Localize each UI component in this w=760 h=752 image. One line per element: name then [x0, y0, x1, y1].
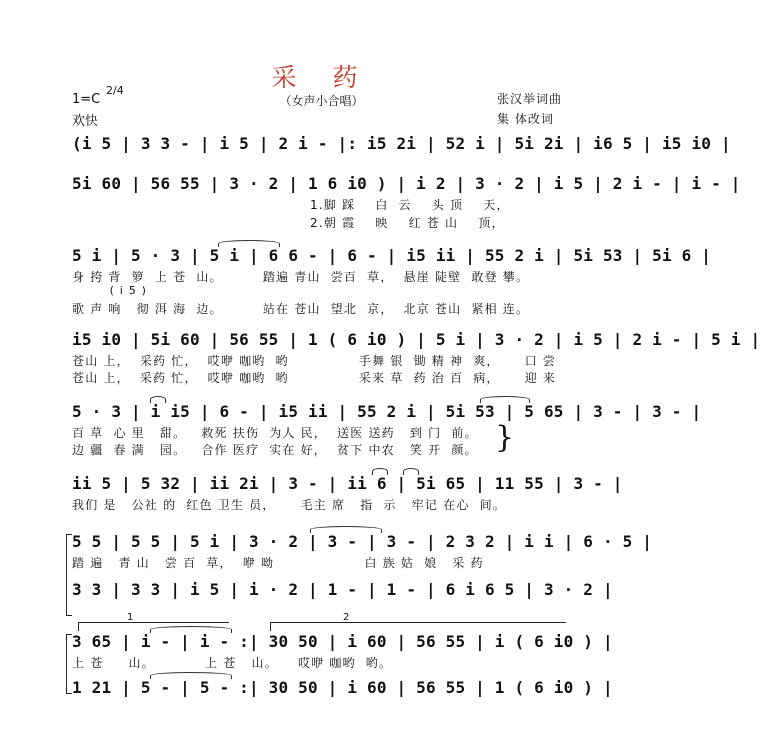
volta-bracket-2 — [270, 622, 566, 631]
lyric-line-3b: 歌 声 响 彻 洱 海 边。 站在 苍山 望北 京， 北京 苍山 紧相 连。 — [72, 302, 530, 316]
slur-mark — [150, 672, 232, 679]
verse-brace: } — [495, 420, 515, 455]
notation-system-4: i5 i0 | 5i 60 | 56 55 | 1 ( 6 i0 ) | 5 i | 3 · 2 | i 5 | 2 i - | 5 i | — [72, 330, 760, 349]
key-signature: 1=C — [72, 92, 101, 107]
slur-mark — [403, 468, 419, 475]
volta-label-1: 1 — [127, 612, 134, 623]
song-subtitle: （女声小合唱） — [279, 94, 364, 108]
slur-mark — [480, 396, 530, 403]
lyric-line-7: 踏 遍 青 山 尝 百 草， 咿 呦 白 族 姑 娘 采 药 — [72, 556, 484, 570]
lyric-line-2a: 1.脚 踩 白 云 头 顶 天， — [310, 198, 510, 212]
lyric-line-5a: 百 草 心 里 甜。 救死 扶伤 为人 民， 送医 送药 到 门 前。 — [72, 426, 478, 440]
lyric-line-2b: 2.朝 霞 映 红 苍 山 顶， — [310, 216, 505, 230]
notation-system-8-lower: 1 21 | 5 - | 5 - :| 30 50 | i 60 | 56 55 | 1 ( 6 i0 ) | — [72, 678, 613, 697]
notation-system-7-upper: 5 5 | 5 5 | 5 i | 3 · 2 | 3 - | 3 - | 2 3 2 | i i | 6 · 5 | — [72, 532, 653, 551]
lyric-line-4b: 苍山 上， 采药 忙， 哎咿 咖哟 哟 采来 草 药 治 百 病， 迎 来 — [72, 371, 557, 385]
slur-mark — [372, 468, 388, 475]
time-signature: 2/4 — [106, 84, 124, 97]
lyricist-credit: 张汉举词曲 — [497, 92, 563, 106]
notation-system-7-lower: 3 3 | 3 3 | i 5 | i · 2 | 1 - | 1 - | 6 i 6 5 | 3 · 2 | — [72, 580, 613, 599]
notation-system-3: 5 i | 5 · 3 | 5 i | 6 6 - | 6 - | i5 ii | 55 2 i | 5i 53 | 5i 6 | — [72, 246, 712, 265]
notation-system-6: ii 5 | 5 32 | ii 2i | 3 - | ii 6 | 5i 65 | 11 55 | 3 - | — [72, 474, 623, 493]
slur-mark — [218, 240, 280, 247]
arranger-credit: 集 体改词 — [497, 112, 554, 126]
notation-system-8-upper: 3 65 | i - | i - :| 30 50 | i 60 | 56 55 | i ( 6 i0 ) | — [72, 632, 613, 651]
lyric-line-6: 我们 是 公社 的 红色 卫生 员， 毛主 席 指 示 牢记 在心 间。 — [72, 498, 506, 512]
tempo-marking: 欢快 — [72, 114, 99, 129]
lyric-line-8: 上 苍 山。 上 苍 山。 哎咿 咖哟 哟。 — [72, 656, 393, 670]
lyric-line-3a: 身 挎 背 箩 上 苍 山。 踏遍 青山 尝百 草， 悬崖 陡壁 敢登 攀。 — [72, 270, 530, 284]
song-title: 采 药 — [271, 63, 372, 92]
slur-mark — [150, 396, 166, 403]
slur-mark — [310, 526, 382, 533]
lyric-line-5b: 边 疆 春 满 园。 合作 医疗 实在 好， 贫下 中农 笑 开 颜。 — [72, 443, 478, 457]
lyric-line-3-alt: ( i 5 ) — [72, 284, 148, 297]
volta-label-2: 2 — [343, 612, 350, 623]
lyric-line-4a: 苍山 上， 采药 忙， 哎咿 咖哟 哟 手舞 银 锄 精 神 爽， 口 尝 — [72, 354, 557, 368]
notation-system-1: (i 5 | 3 3 - | i 5 | 2 i - |: i5 2i | 52 i | 5i 2i | i6 5 | i5 i0 | — [72, 134, 731, 153]
slur-mark — [150, 626, 232, 633]
notation-system-2: 5i 60 | 56 55 | 3 · 2 | 1 6 i0 ) | i 2 | 3 · 2 | i 5 | 2 i - | i - | — [72, 174, 741, 193]
notation-system-5: 5 · 3 | i i5 | 6 - | i5 ii | 55 2 i | 5i 53 | 5 65 | 3 - | 3 - | — [72, 402, 702, 421]
